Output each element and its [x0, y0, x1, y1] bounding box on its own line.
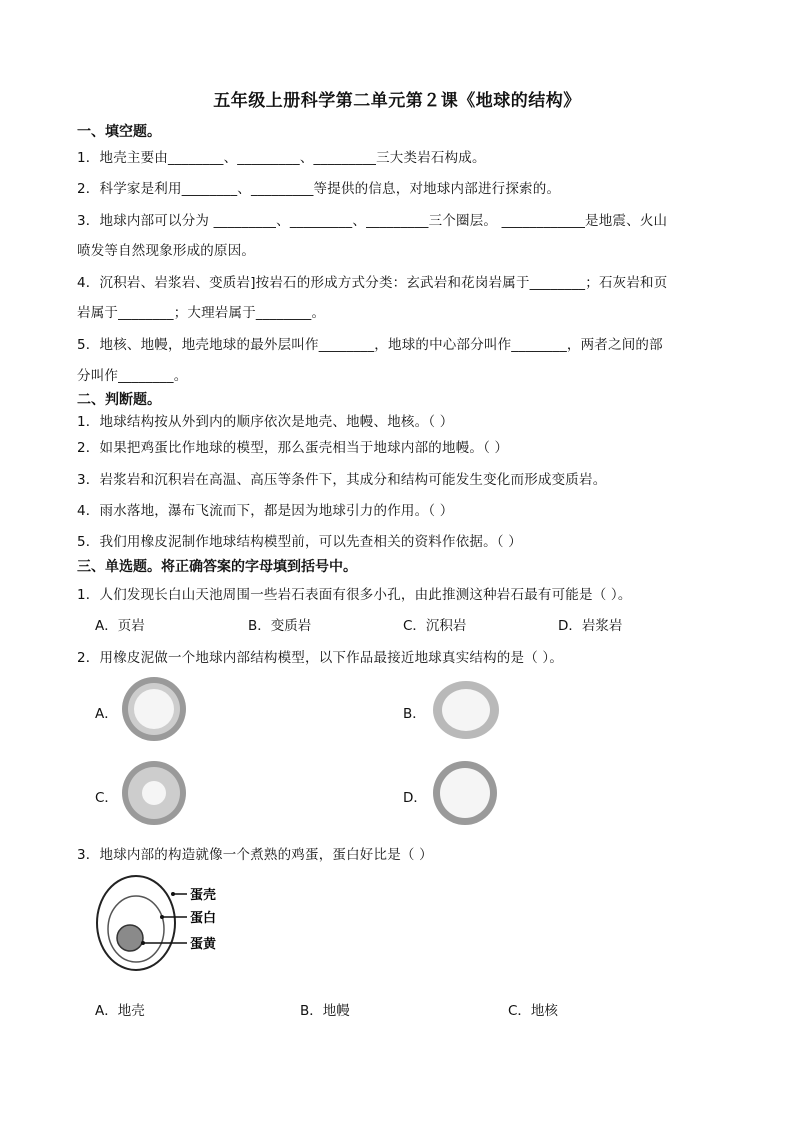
egg-shell-pointer-dot [171, 892, 175, 896]
judge-question-4: 4．雨水落地，瀑布飞流而下，都是因为地球引力的作用。（ ） [77, 503, 454, 519]
q1-option-d: D．岩浆岩 [558, 618, 623, 634]
page-title: 五年级上册科学第二单元第２课《地球的结构》 [213, 91, 581, 111]
section-heading-fill: 一、填空题。 [77, 124, 161, 140]
judge-question-5: 5．我们用橡皮泥制作地球结构模型前，可以先查相关的资料作依据。（ ） [77, 534, 522, 550]
q2-option-a-label: A． [95, 706, 118, 722]
fill-question-2: 2．科学家是利用________、_________等提供的信息，对地球内部进行探索的。 [77, 181, 561, 197]
egg-diagram [94, 874, 234, 974]
fill-question-1: 1．地壳主要由________、_________、_________三大类岩石构成。 [77, 150, 486, 166]
choice-question-2: 2．用橡皮泥做一个地球内部结构模型，以下作品最接近地球真实结构的是（ ）。 [77, 650, 564, 666]
fill-question-3-cont: 喷发等自然现象形成的原因。 [77, 243, 256, 259]
q2-option-d-label: D． [403, 790, 427, 806]
fill-question-3: 3．地球内部可以分为 _________、_________、_________三个圈层。 ____________是地震、火山 [77, 213, 668, 229]
fill-question-5-cont: 分叫作________。 [77, 368, 188, 384]
q1-option-b: B．变质岩 [248, 618, 312, 634]
judge-question-3: 3．岩浆岩和沉积岩在高温、高压等条件下，其成分和结构可能发生变化而形成变质岩。 [77, 472, 607, 488]
model-d-figure [432, 760, 498, 826]
choice-question-3: 3．地球内部的构造就像一个煮熟的鸡蛋，蛋白好比是（ ） [77, 847, 433, 863]
egg-label-yolk: 蛋黄 [190, 937, 217, 952]
egg-label-white: 蛋白 [190, 911, 217, 926]
model-d-core [440, 768, 490, 818]
fill-question-5: 5．地核、地幔，地壳地球的最外层叫作________，地球的中心部分叫作________，两者之间的部 [77, 337, 663, 353]
judge-question-1: 1．地球结构按从外到内的顺序依次是地壳、地幔、地核。（ ） [77, 414, 454, 430]
model-b-figure [432, 680, 500, 740]
model-a-figure [121, 676, 187, 742]
model-c-figure [120, 760, 188, 826]
q3-option-b: B．地幔 [300, 1003, 350, 1019]
section-heading-choice: 三、单选题。将正确答案的字母填到括号中。 [77, 559, 357, 575]
egg-white-pointer-dot [160, 915, 164, 919]
egg-yolk [117, 925, 143, 951]
q2-option-c-label: C． [95, 790, 118, 806]
q2-option-b-label: B． [403, 706, 426, 722]
fill-question-4: 4．沉积岩、岩浆岩、变质岩]按岩石的形成方式分类：玄武岩和花岗岩属于________；石灰岩和页 [77, 275, 668, 291]
egg-label-shell: 蛋壳 [190, 888, 217, 903]
q3-option-c: C．地核 [508, 1003, 558, 1019]
model-a-core [134, 689, 174, 729]
fill-question-4-cont: 岩属于________；大理岩属于________。 [77, 305, 326, 321]
section-heading-judge: 二、判断题。 [77, 392, 161, 408]
q3-option-a: A．地壳 [95, 1003, 145, 1019]
q1-option-c: C．沉积岩 [403, 618, 467, 634]
model-b-core [442, 689, 490, 731]
judge-question-2: 2．如果把鸡蛋比作地球的模型，那么蛋壳相当于地球内部的地幔。（ ） [77, 440, 509, 456]
model-c-core [142, 781, 166, 805]
choice-question-1: 1．人们发现长白山天池周围一些岩石表面有很多小孔，由此推测这种岩石最有可能是（ ）。 [77, 587, 632, 603]
q1-option-a: A．页岩 [95, 618, 145, 634]
egg-yolk-pointer-dot [141, 941, 145, 945]
